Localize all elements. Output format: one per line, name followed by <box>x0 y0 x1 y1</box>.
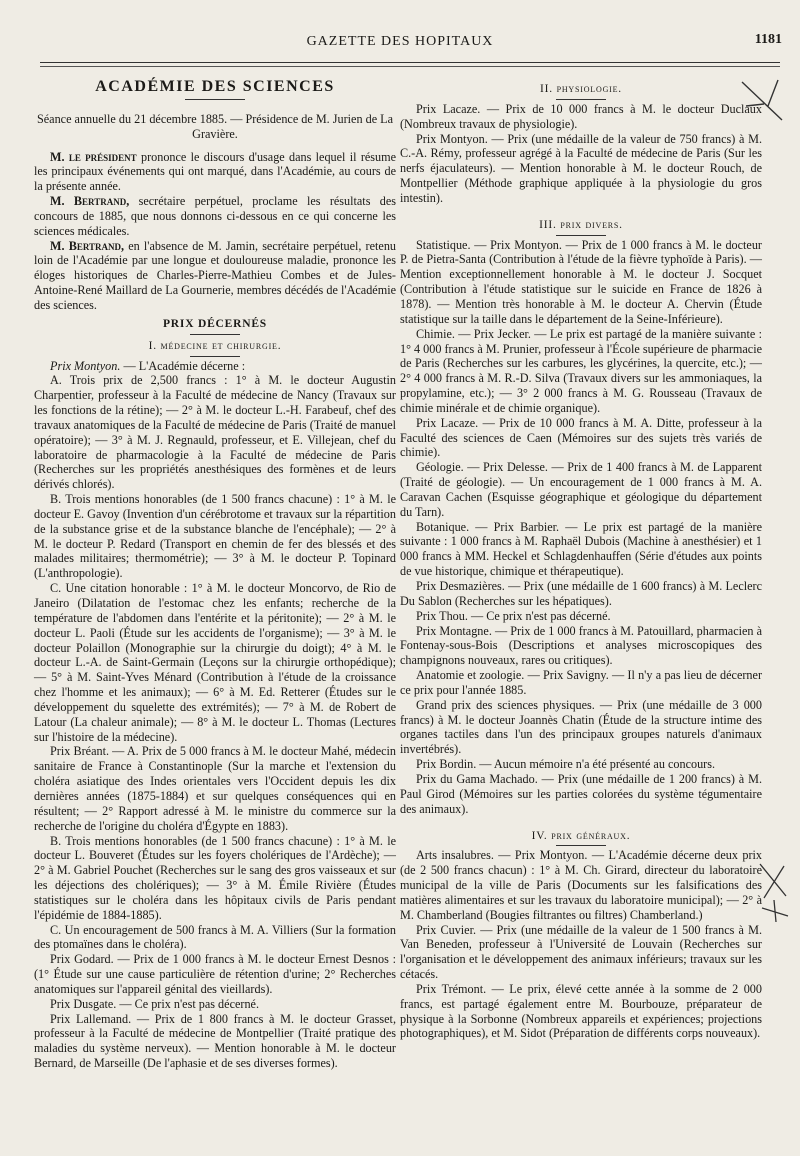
chimie: Chimie. — Prix Jecker. — Le prix est partagé de la manière suivante : 1° 4 000 francs à M. Prunier, professeur à l'École supérieure de pharmacie de Paris (Recherches sur les carbures, les glycérines, la quercite, etc.); — 2° 4 000 francs à M. R.-D. Silva (Travaux divers sur les ammoniaques, la propylamine, etc.); — 3° 2 000 francs à M. G. Rousseau (Travaux de chimie minérale et de chimie organique). <box>400 326 762 415</box>
gama-machado: Prix du Gama Machado. — Prix (une médaille de 1 200 francs) à M. Paul Girod (Mémoires sur les parties colorées du système tégumentaire des animaux). <box>400 771 762 816</box>
title-rule <box>185 99 245 100</box>
left-column <box>34 78 396 1071</box>
breant-c: C. Un encouragement de 500 francs à M. A. Villiers (Sur la formation des ptomaïnes dans le choléra). <box>34 922 396 952</box>
speaker-name: M. le président <box>50 149 137 164</box>
right-column <box>400 78 762 1041</box>
paragraph-text: prononce le discours d'usage dans lequel il résume les principaux événements qui ont marqué, dans l'Académie, au cours de la présente année. <box>34 149 397 194</box>
margin-cross-mark <box>754 856 794 926</box>
header-rule-thin <box>40 66 780 67</box>
dusgate: Prix Dusgate. — Ce prix n'est pas décerné. <box>50 996 259 1011</box>
arts-insalubres: Arts insalubres. — Prix Montyon. — L'Académie décerne deux prix (de 2 500 francs chacun) : 1° à M. Ch. Girard, directeur du laboratoire municipal de la ville de Paris (Documents sur les falsifications des matières alimentaires et sur les travaux du laboratoire municipal); — 2° à M. Chamberland (Bougies filtrantes ou filtres) Chamberland.) <box>400 848 762 922</box>
lallemand: Prix Lallemand. — Prix de 1 800 francs à M. le docteur Grasset, professeur à la Faculté de médecine de Montpellier (Traité pratique des maladies du système nerveux). — Mention honorable à M. le docteur Bernard, de Marseille (De l'aphasie et de ses diverses formes). <box>34 1011 396 1071</box>
section-heading-medecine: I. médecine et chirurgie. <box>148 339 282 352</box>
bertrand-paragraph-2 <box>34 239 396 313</box>
lacaze-physiologie: Prix Lacaze. — Prix de 10 000 francs à M. le docteur Duclaux (Nombreux travaux de physiologie). <box>400 101 762 131</box>
heading-rule <box>190 356 240 357</box>
spacer <box>400 206 762 214</box>
paragraph-text: secrétaire perpétuel, proclame les résultats des concours de 1885, que nous donnons ci-dessous en ce qui concerne les sciences médicales. <box>34 194 397 238</box>
spacer <box>400 817 762 825</box>
session-line: Séance annuelle du 21 décembre 1885. — Présidence de M. Jurien de La Gravière. <box>36 111 394 141</box>
president-paragraph <box>34 150 396 195</box>
heading-rule <box>556 235 606 236</box>
prize-name: Prix Montyon. <box>50 358 121 373</box>
montyon-physiologie: Prix Montyon. — Prix (une médaille de la valeur de 750 francs) à M. C.-A. Rémy, professeur agrégé à la Faculté de médecine de Paris (Sur les nerfs éjaculateurs). — Mention honorable à M. le docteur Rouch, de Montpellier (Méthode graphique appliquée à la physiologie du gros intestin). <box>400 131 762 205</box>
tremont: Prix Trémont. — Le prix, élevé cette année à la somme de 2 000 francs, est partagé également entre M. Bourbouze, préparateur de physique à la Sorbonne (Nombreux appareils et expériences; projections photographiques), et M. Sidot (Préparation de différents corps nouveaux). <box>400 981 762 1041</box>
thou: Prix Thou. — Ce prix n'est pas décerné. <box>416 608 611 623</box>
montyon-a: A. Trois prix de 2,500 francs : 1° à M. le docteur Augustin Charpentier, professeur à la Faculté de médecine de Nancy (Travaux sur les fonctions de la rétine); — 2° à M. le docteur L.-H. Farabeuf, chef des travaux anatomiques de la Faculté de médecine de Paris (Traité de manuel opératoire); — 3° à M. J. Regnauld, professeur, et E. Villejean, chef du laboratoire de pharmacologie à la Faculté de médecine de Paris (Recherches sur les propriétés anesthésiques des formènes et de leurs dérivés chlorés). <box>34 373 397 492</box>
prix-decernes-heading: PRIX DÉCERNÉS <box>162 317 267 330</box>
godard: Prix Godard. — Prix de 1 000 francs à M. le docteur Ernest Desnos : (1° Étude sur une cause particulière de rétention d'urine; 2° Recherches anatomiques sur l'appareil génital des vieillards). <box>34 952 396 996</box>
header-rule <box>40 62 780 63</box>
statistique: Statistique. — Prix Montyon. — Prix de 1 000 francs à M. le docteur P. de Pietra-Santa (Contribution à l'étude de la fièvre typhoïde à Paris). — Mention exceptionnellement honorable à M. le docteur J. Socquet (Contribution à l'étude statistique sur le suicide en France de 1826 à 1878). — Mention très honorable à M. le docteur A. Chervin (Étude statistique sur la taille dans le département de la Seine-Inférieure). <box>400 237 762 326</box>
botanique: Botanique. — Prix Barbier. — Le prix est partagé de la manière suivante : 1 000 francs à M. Raphaël Dubois (Machine à anesthésier) et 1 000 francs à MM. Heckel et Schlagdenhauffen (Série d'études aux points de vue historique, chimique et thérapeutique). <box>400 519 762 579</box>
desmazieres: Prix Desmazières. — Prix (une médaille de 1 600 francs) à M. Leclerc Du Sablon (Recherches sur les hépatiques). <box>400 579 762 608</box>
speaker-name: M. Bertrand, <box>50 194 130 209</box>
breant-a: Prix Bréant. — A. Prix de 5 000 francs à M. le docteur Mahé, médecin sanitaire de France à Constantinople (Sur la marche et l'extension du choléra asiatique des Indes orientales vers l'Occident depuis les dix dernières années (1875-1884) et sur quelques conséquences qui en résultent; — 2° Rapport adressé à M. le ministre du commerce sur la recherche de l'origine du choléra d'Égypte en 1883). <box>34 744 396 833</box>
cuvier: Prix Cuvier. — Prix (une médaille de la valeur de 1 500 francs à M. Van Beneden, professeur à l'Université de Louvain (Recherches sur l'organisation et le développement des animaux inférieurs; travaux sur les cétacés. <box>400 922 762 982</box>
speaker-name: M. Bertrand, <box>50 238 125 253</box>
montyon-intro <box>34 359 396 374</box>
breant-b: B. Trois mentions honorables (de 1 500 francs chacune) : 1° à M. le docteur L. Bouveret (Études sur les foyers cholériques de l'Ardèche); — 2° à M. Gabriel Pouchet (Recherches sur le sang des gros vaisseaux et sur les déjections des cholériques); — 3° à M. Émile Rivière (Études statistiques sur le choléra dans les hôpitaux civils de Paris pendant l'épidémie de 1884-1885). <box>34 833 396 922</box>
heading-rule <box>556 99 606 100</box>
section-title: ACADÉMIE DES SCIENCES <box>95 78 335 95</box>
bertrand-paragraph-1 <box>34 194 396 239</box>
grand-prix: Grand prix des sciences physiques. — Prix (une médaille de 3 000 francs) à M. le docteur Joannès Chatin (Étude de la structure intime des organes tactiles dans l'un des principaux groupes naturels d'animaux invertébrés). <box>400 697 762 757</box>
bordin: Prix Bordin. — Aucun mémoire n'a été présenté au concours. <box>416 757 716 772</box>
montyon-b: B. Trois mentions honorables (de 1 500 francs chacune) : 1° à M. le docteur E. Gavoy (Invention d'un cérébrotome et travaux sur la répartition de la substance grise et de la substance blanche de l'encéphale); — 2° à M. le docteur P. Redard (Transport en chemin de fer des blessés et des malades militaires; thermométrie); — 3° à M. le docteur P. Topinard (L'anthropologie). <box>34 492 396 581</box>
geologie: Géologie. — Prix Delesse. — Prix de 1 400 francs à M. de Lapparent (Traité de géologie). — Un encouragement de 1 000 francs à M. A. Caravan Cachen (Esquisse géographique et géologique du département du Tarn). <box>400 460 762 519</box>
lacaze-chimie: Prix Lacaze. — Prix de 10 000 francs à M. A. Ditte, professeur à la Faculté des sciences de Caen (Mémoires sur des sujets très variés de chimie). <box>400 415 762 460</box>
anatomie-zoologie: Anatomie et zoologie. — Prix Savigny. — Il n'y a pas lieu de décerner ce prix pour l'année 1885. <box>400 668 762 697</box>
montagne: Prix Montagne. — Prix de 1 000 francs à M. Patouillard, pharmacien à Fontenay-sous-Bois (Descriptions et analyses microscopiques des champignons nouveaux, rares ou critiques). <box>400 623 762 668</box>
heading-rule <box>556 845 606 846</box>
margin-cross-mark <box>738 76 788 126</box>
paragraph-text: — L'Académie décerne : <box>123 358 246 373</box>
montyon-c: C. Une citation honorable : 1° à M. le docteur Moncorvo, de Rio de Janeiro (Dilatation de l'estomac chez les enfants; recherche de la température de l'abdomen dans l'entérite et la péritonite); — 2° à M. le docteur L. Paoli (Étude sur les accidents de l'organisme); — 3° à M. le docteur Polaillon (Monographie sur la chirurgie du doigt); 4° à M. le docteur L.-A. de Saint-Germain (Leçons sur la chirurgie orthopédique); — 5° à M. Saint-Yves Ménard (Contribution à l'étude de la croissance chez l'homme et les animaux); — 6° à M. Ed. Retterer (Études sur le développement du squelette des extrémités); — 7° à M. de Robert de Latour (La chaleur animale); — 8° à M. le docteur L. Thomas (Lectures sur l'histoire de la médecine). <box>34 581 396 744</box>
running-header <box>0 34 800 56</box>
heading-rule <box>190 334 240 335</box>
paragraph-text: en l'absence de M. Jamin, secrétaire perpétuel, retenu loin de l'Académie par une longue et douloureuse maladie, prononce les éloges historiques de Charles-Pierre-Mathieu Combes et de Jules-Antoine-René Maillard de La Gournerie, membres décédés de l'Académie des sciences. <box>34 238 397 312</box>
spacer <box>34 142 396 150</box>
section-heading-physiologie: II. physiologie. <box>540 83 622 95</box>
running-title: GAZETTE DES HOPITAUX <box>306 34 494 49</box>
section-heading-prix-divers: III. prix divers. <box>539 218 623 231</box>
section-heading-prix-generaux: IV. prix généraux. <box>531 829 631 842</box>
page-number: 1181 <box>754 32 782 47</box>
